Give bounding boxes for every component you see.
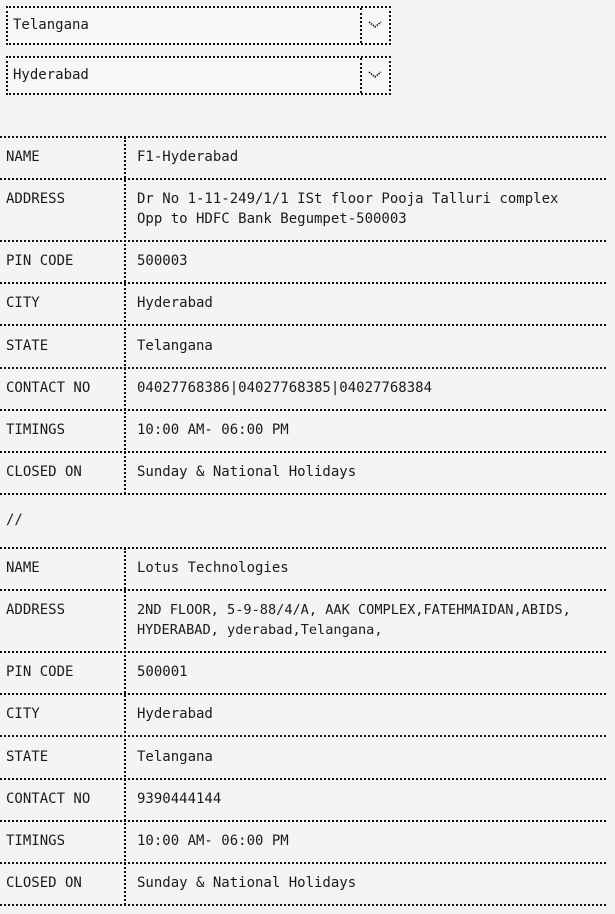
table-divider — [0, 136, 606, 138]
table-divider — [0, 493, 606, 495]
state-select-toggle[interactable] — [360, 8, 389, 43]
row-label-timings: TIMINGS — [6, 833, 66, 849]
row-value-contact: 9390444144 — [137, 791, 222, 807]
row-label-name: NAME — [6, 560, 40, 576]
row-label-address: ADDRESS — [6, 191, 66, 207]
table-divider — [0, 589, 606, 591]
row-value-state: Telangana — [137, 749, 213, 765]
state-select-value: Telangana — [13, 17, 89, 33]
row-label-contact: CONTACT NO — [6, 791, 91, 807]
table-divider — [0, 651, 606, 653]
row-label-closed: CLOSED ON — [6, 875, 82, 891]
table-divider — [0, 820, 606, 822]
table-divider — [0, 240, 606, 242]
row-label-pin: PIN CODE — [6, 664, 74, 680]
chevron-down-icon — [368, 21, 382, 29]
row-value-state: Telangana — [137, 338, 213, 354]
row-value-name: F1-Hyderabad — [137, 149, 239, 165]
row-value-pin: 500001 — [137, 664, 188, 680]
table-divider — [0, 367, 606, 369]
city-select-toggle[interactable] — [360, 58, 389, 93]
row-label-contact: CONTACT NO — [6, 380, 91, 396]
chevron-down-icon — [368, 71, 382, 79]
row-value-address: Dr No 1-11-249/1/1 ISt floor Pooja Talluri complex Opp to HDFC Bank Begumpet-500003 — [137, 191, 559, 227]
row-label-pin: PIN CODE — [6, 253, 74, 269]
row-value-contact: 04027768386|04027768385|04027768384 — [137, 380, 433, 396]
row-label-address: ADDRESS — [6, 602, 66, 618]
row-value-city: Hyderabad — [137, 295, 213, 311]
table-divider — [0, 451, 606, 453]
row-label-city: CITY — [6, 706, 40, 722]
row-label-city: CITY — [6, 295, 40, 311]
row-value-timings: 10:00 AM- 06:00 PM — [137, 833, 289, 849]
city-select-value: Hyderabad — [13, 67, 89, 83]
row-label-closed: CLOSED ON — [6, 464, 82, 480]
row-value-closed: Sunday & National Holidays — [137, 875, 357, 891]
row-value-closed: Sunday & National Holidays — [137, 464, 357, 480]
table-divider — [0, 862, 606, 864]
column-divider — [124, 548, 126, 905]
state-select[interactable] — [6, 6, 391, 45]
city-select[interactable] — [6, 56, 391, 95]
separator-text: // — [6, 512, 23, 528]
table-divider — [0, 693, 606, 695]
table-divider — [0, 735, 606, 737]
table-divider — [0, 324, 606, 326]
row-label-state: STATE — [6, 749, 49, 765]
row-value-address: 2ND FLOOR, 5-9-88/4/A, AAK COMPLEX,FATEHMAIDAN,ABIDS, HYDERABAD, yderabad,Telangana, — [137, 602, 571, 638]
table-divider — [0, 282, 606, 284]
row-value-timings: 10:00 AM- 06:00 PM — [137, 422, 289, 438]
row-label-state: STATE — [6, 338, 49, 354]
row-value-city: Hyderabad — [137, 706, 213, 722]
row-label-name: NAME — [6, 149, 40, 165]
column-divider — [124, 137, 126, 494]
table-divider — [0, 904, 606, 906]
row-value-pin: 500003 — [137, 253, 188, 269]
table-divider — [0, 409, 606, 411]
table-divider — [0, 178, 606, 180]
row-value-name: Lotus Technologies — [137, 560, 289, 576]
table-divider — [0, 778, 606, 780]
row-label-timings: TIMINGS — [6, 422, 66, 438]
table-divider — [0, 547, 606, 549]
